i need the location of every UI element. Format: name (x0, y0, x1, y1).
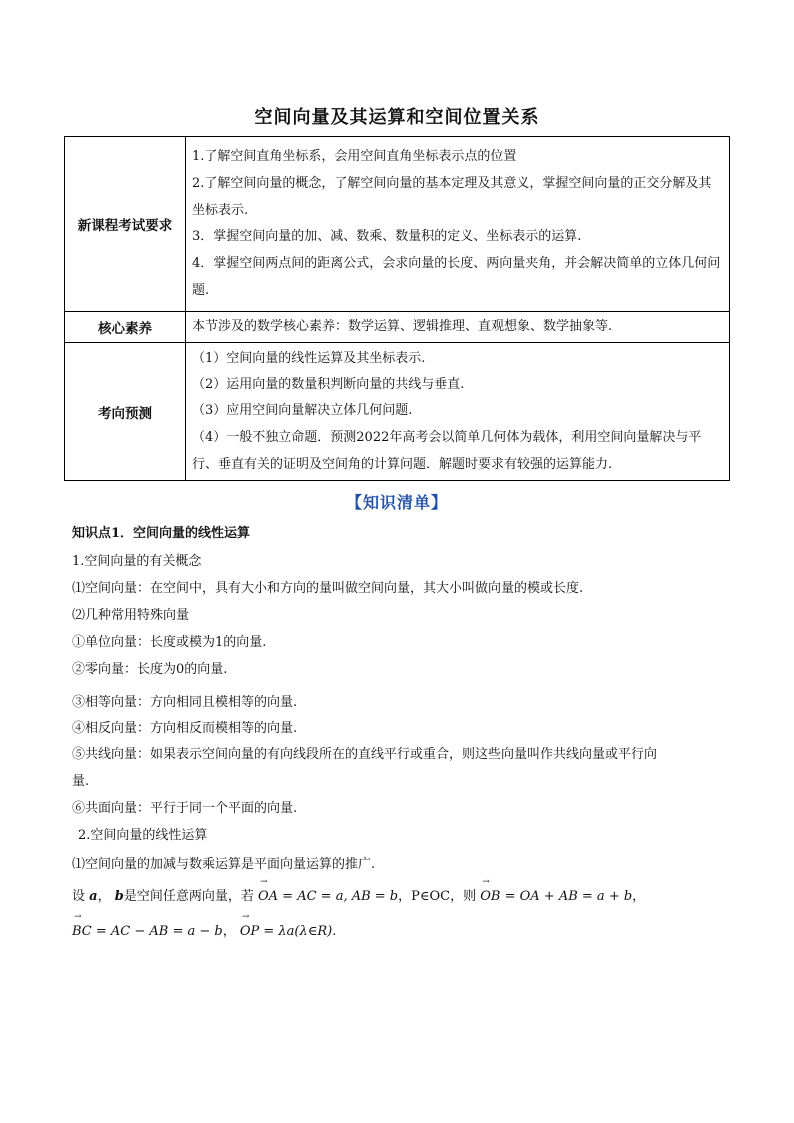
formula-text: . (332, 924, 337, 939)
table-row (65, 312, 730, 343)
requirement-line: 本节涉及的数学核心素养：数学运算、逻辑推理、直观想象、数学抽象等. (192, 319, 613, 334)
text-line: ④相反向量：方向相反而模相等的向量. (72, 721, 298, 736)
requirement-line: 3．掌握空间向量的加、减、数乘、数量积的定义、坐标表示的运算. (192, 229, 582, 244)
requirement-line: 4．掌握空间两点间的距离公式，会求向量的长度、两向量夹角，并会解决简单的立体几何问题. (192, 256, 721, 298)
text-line: ⑴空间向量：在空间中，具有大小和方向的量叫做空间向量，其大小叫做向量的模或长度. (72, 581, 584, 596)
vector-equation: → OA = AC = a, AB = b (258, 889, 398, 904)
requirements-table (64, 136, 730, 481)
section-title: 【知识清单】 (345, 493, 448, 512)
vector-equation: → OB = OA + AB = a + b (480, 889, 632, 904)
formula-text: ， (97, 889, 111, 904)
vector-b: b (114, 889, 124, 904)
text-line: ⑥共面向量：平行于同一个平面的向量. (72, 801, 298, 816)
formula-line (72, 885, 645, 904)
text-line: ⑵几种常用特殊向量 (72, 608, 190, 623)
text-line: ⑤共线向量：如果表示空间向量的有向线段所在的直线平行或重合，则这些向量叫作共线向量或平行向 (72, 747, 658, 762)
vector-a: a (89, 889, 98, 904)
text-line: ⑴空间向量的加减与数乘运算是平面向量运算的推广. (72, 857, 376, 872)
knowledge-point-heading: 知识点1．空间向量的线性运算 (72, 526, 251, 541)
text-line: ②零向量：长度为0的向量. (72, 662, 228, 677)
table-row-content (186, 312, 730, 343)
table-row-content (186, 343, 730, 481)
subheading: 1.空间向量的有关概念 (72, 554, 202, 569)
table-row-content (186, 137, 730, 312)
requirement-line: 1.了解空间直角坐标系，会用空间直角坐标表示点的位置 (192, 149, 517, 164)
formula-line (72, 920, 336, 939)
text-line: 量. (72, 774, 90, 789)
table-row (65, 343, 730, 481)
requirement-line: （1）空间向量的线性运算及其坐标表示. (192, 350, 426, 366)
table-row-head: 核心素养 (65, 312, 186, 343)
page-title: 空间向量及其运算和空间位置关系 (254, 107, 540, 128)
formula-text: 是空间任意两向量，若 (123, 889, 254, 904)
formula-text: ， (222, 924, 236, 939)
requirement-line: （4）一般不独立命题．预测2022年高考会以简单几何体为载体，利用空间向量解决与平行、垂直有关的证明及空间角的计算问题．解题时要求有较强的运算能力. (192, 429, 702, 472)
formula-text: ， (632, 889, 646, 904)
vector-equation: → BC = AC − AB = a − b (72, 924, 223, 939)
table-row-head: 考向预测 (65, 343, 186, 481)
formula-text: ，P∈OC，则 (398, 889, 477, 904)
text-line: ①单位向量：长度或模为1的向量. (72, 635, 267, 650)
vector-equation: → OP = λa(λ∈R) (240, 924, 332, 939)
requirement-line: （3）应用空间向量解决立体几何问题. (192, 402, 413, 418)
table-row (65, 137, 730, 312)
requirement-line: 2.了解空间向量的概念，了解空间向量的基本定理及其意义，掌握空间向量的正交分解及其坐标表示. (192, 176, 712, 218)
text-line: ③相等向量：方向相同且模相等的向量. (72, 695, 298, 710)
table-row-head: 新课程考试要求 (65, 137, 186, 312)
subheading: 2.空间向量的线性运算 (78, 828, 208, 843)
requirement-line: （2）运用向量的数量积判断向量的共线与垂直. (192, 376, 465, 392)
formula-text: 设 (72, 889, 86, 904)
